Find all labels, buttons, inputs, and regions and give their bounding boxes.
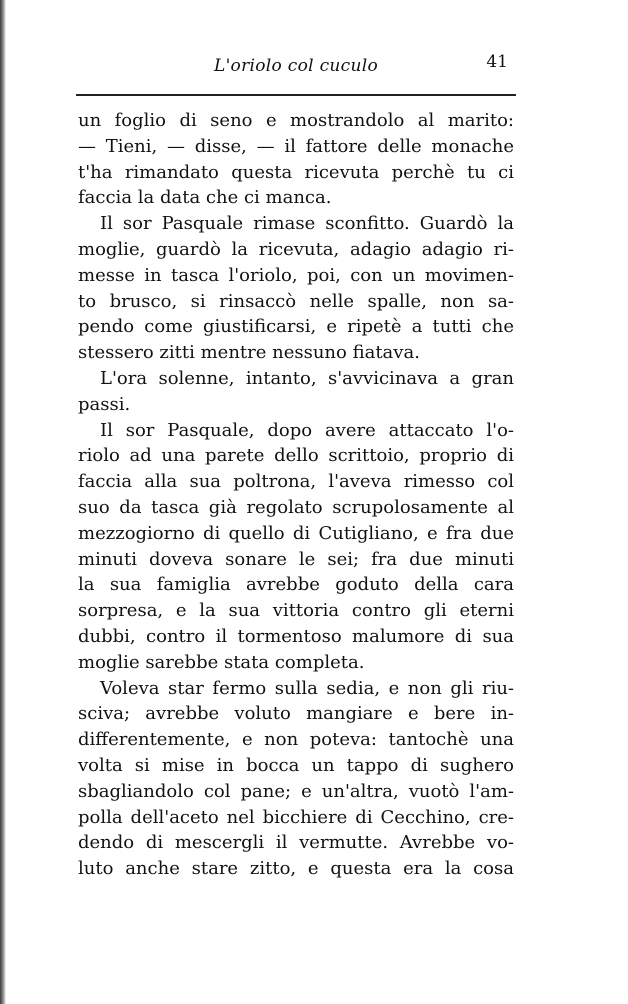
text-line: luto anche stare zitto, e questa era la cosa [78, 858, 514, 880]
text-line: moglie, guardò la ricevuta, adagio adagio ri- [78, 238, 514, 260]
text-line: passi. [78, 393, 131, 415]
text-line: sciva; avrebbe voluto mangiare e bere in- [78, 703, 514, 725]
text-line: sorpresa, e la sua vittoria contro gli eterni [78, 600, 514, 622]
text-line: sbagliandolo col pane; e un'altra, vuotò l'am- [78, 780, 514, 802]
text-line: un foglio di seno e mostrandolo al marito: [78, 110, 514, 131]
page-binding-edge [0, 0, 6, 1004]
text-line: dubbi, contro il tormentoso malumore di sua [78, 625, 514, 647]
text-line: suo da tasca già regolato scrupolosamente al [78, 496, 514, 518]
text-line: polla dell'aceto nel bicchiere di Cecchino, cre- [78, 806, 514, 828]
text-line: pendo come giustificarsi, e ripetè a tutti che [78, 316, 514, 338]
text-line: stessero zitti mentre nessuno fiatava. [78, 342, 420, 364]
text-line: faccia alla sua poltrona, l'aveva rimesso col [78, 471, 514, 493]
text-line: Voleva star fermo sulla sedia, e non gli riu- [100, 677, 514, 699]
text-line: moglie sarebbe stata completa. [78, 651, 365, 673]
text-line: faccia la data che ci manca. [78, 187, 332, 209]
body-text [78, 108, 514, 882]
text-line: dendo di mescergli il vermutte. Avrebbe vo- [78, 832, 514, 854]
text-line: Il sor Pasquale, dopo avere attaccato l'o- [100, 419, 514, 441]
text-line: messe in tasca l'oriolo, poi, con un movimen- [78, 264, 514, 286]
text-line: minuti doveva sonare le sei; fra due minuti [78, 548, 514, 570]
text-line: mezzogiorno di quello di Cutigliano, e fra due [78, 522, 514, 544]
text-line: — Tieni, — disse, — il fattore delle monache [78, 135, 514, 157]
text-line: la sua famiglia avrebbe goduto della cara [78, 574, 514, 596]
text-line: Il sor Pasquale rimase sconfitto. Guardò la [100, 213, 514, 235]
page-number: 41 [486, 52, 508, 72]
text-line: to brusco, si rinsaccò nelle spalle, non sa- [78, 290, 514, 312]
header-rule [76, 94, 516, 96]
text-line: L'ora solenne, intanto, s'avvicinava a gran [100, 367, 514, 389]
text-line: differentemente, e non poteva: tantochè una [78, 729, 514, 751]
text-line: volta si mise in bocca un tappo di sughero [78, 754, 514, 776]
running-title: L'oriolo col cuculo [214, 56, 378, 76]
text-line: riolo ad una parete dello scrittoio, proprio di [78, 445, 514, 467]
text-line: t'ha rimandato questa ricevuta perchè tu ci [78, 161, 514, 183]
